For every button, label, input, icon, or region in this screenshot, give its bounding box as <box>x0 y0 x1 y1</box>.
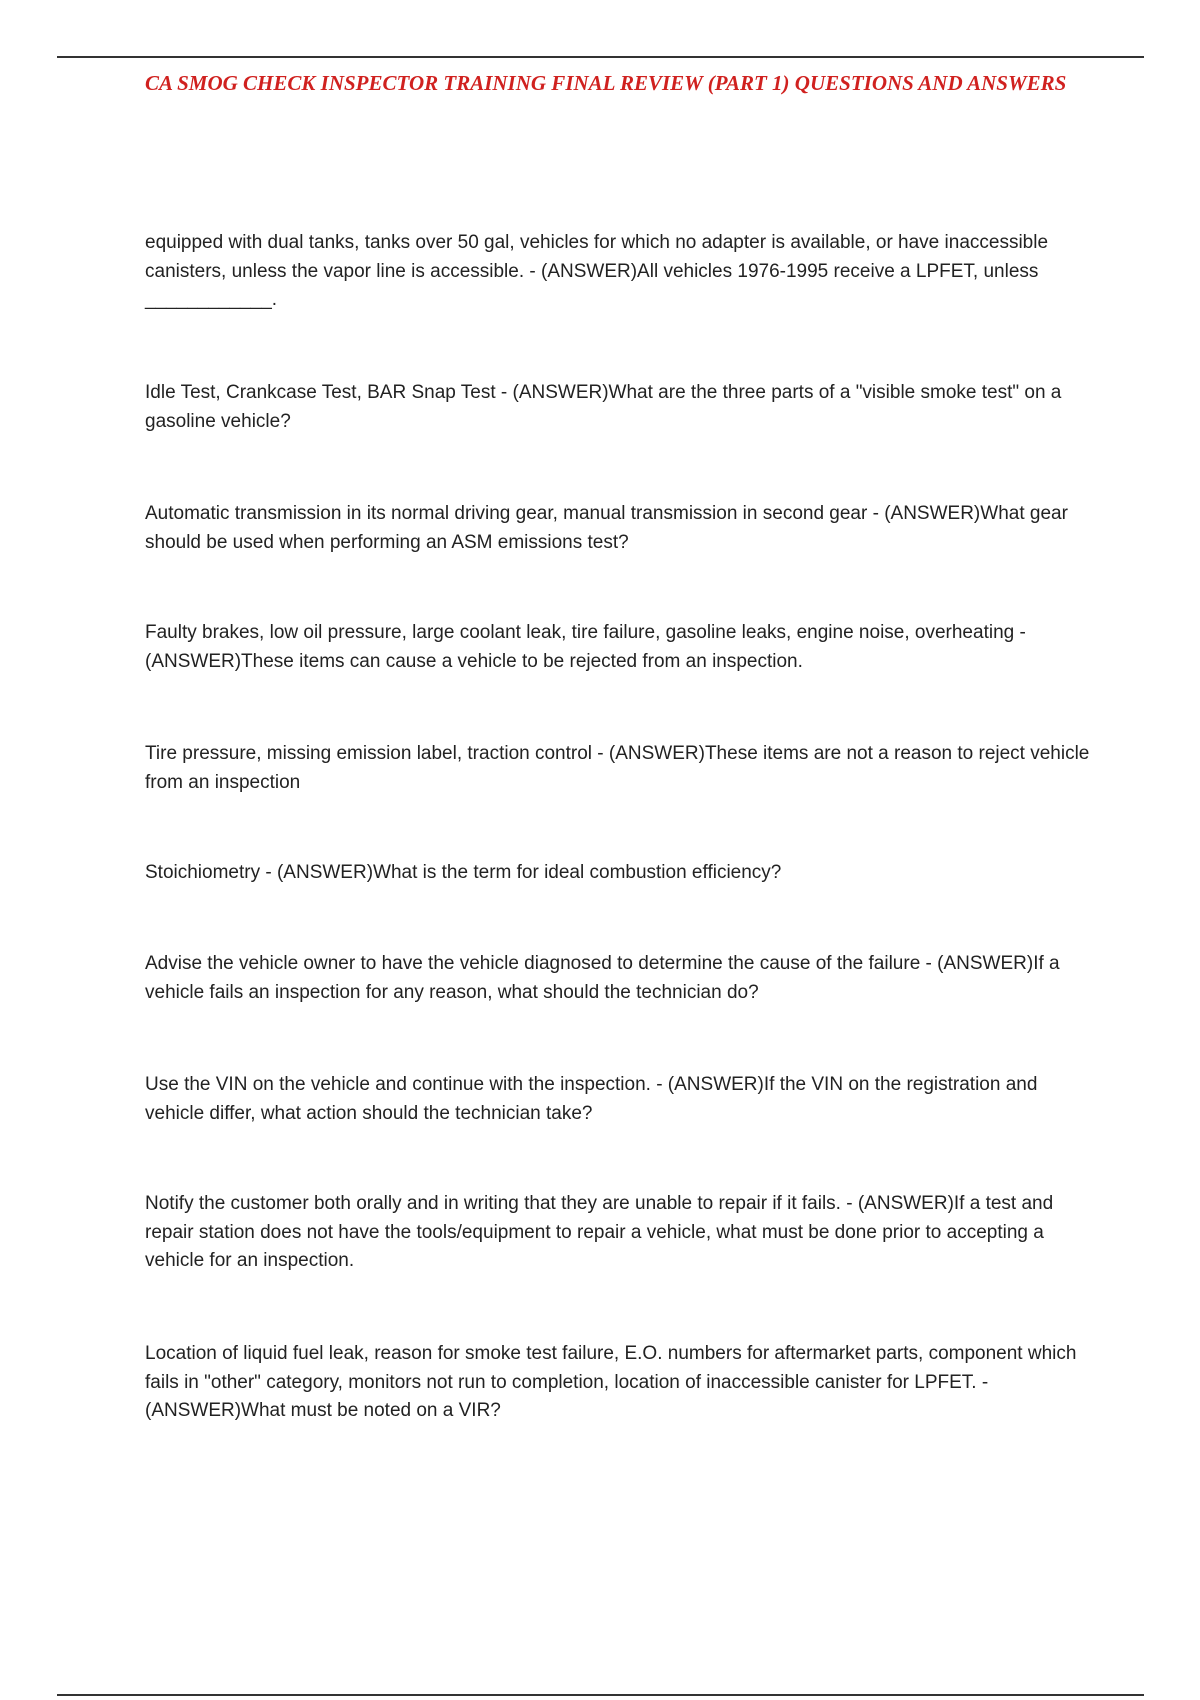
qa-entry-8: Use the VIN on the vehicle and continue with the inspection. - (ANSWER)If the VIN on the registration and vehicle differ, what action should the technician take? <box>145 1074 1038 1124</box>
document-title: CA SMOG CHECK INSPECTOR TRAINING FINAL REVIEW (PART 1) QUESTIONS AND ANSWERS <box>145 71 1067 95</box>
qa-entry-7: Advise the vehicle owner to have the vehicle diagnosed to determine the cause of the failure - (ANSWER)If a vehicle fails an inspection for any reason, what should the technician do? <box>145 953 1060 1003</box>
qa-entry-1: equipped with dual tanks, tanks over 50 gal, vehicles for which no adapter is available, or have inaccessible canisters, unless the vapor line is accessible. - (ANSWER)All vehicles 1976-1995 receive a LPFET, unless ____________. <box>145 232 1049 310</box>
qa-entry-4: Faulty brakes, low oil pressure, large coolant leak, tire failure, gasoline leaks, engine noise, overheating - (ANSWER)These items can cause a vehicle to be rejected from an inspection. <box>145 622 1026 672</box>
qa-entry-5: Tire pressure, missing emission label, traction control - (ANSWER)These items are not a reason to reject vehicle from an inspection <box>145 743 1090 793</box>
top-rule <box>57 56 1144 58</box>
qa-entry-6: Stoichiometry - (ANSWER)What is the term for ideal combustion efficiency? <box>145 862 782 883</box>
qa-entry-10: Location of liquid fuel leak, reason for smoke test failure, E.O. numbers for aftermarket parts, component which fails in "other" category, monitors not run to completion, location of inaccessible canister for LPFET. - (ANSWER)What must be noted on a VIR? <box>145 1343 1077 1421</box>
qa-entry-9: Notify the customer both orally and in writing that they are unable to repair if it fails. - (ANSWER)If a test and repair station does not have the tools/equipment to repair a vehicle, what must be done prior to accepting a vehicle for an inspection. <box>145 1193 1054 1271</box>
qa-entry-2: Idle Test, Crankcase Test, BAR Snap Test - (ANSWER)What are the three parts of a "visible smoke test" on a gasoline vehicle? <box>145 382 1062 432</box>
qa-entry-3: Automatic transmission in its normal driving gear, manual transmission in second gear - (ANSWER)What gear should be used when performing an ASM emissions test? <box>145 503 1068 553</box>
bottom-rule <box>57 1694 1144 1696</box>
